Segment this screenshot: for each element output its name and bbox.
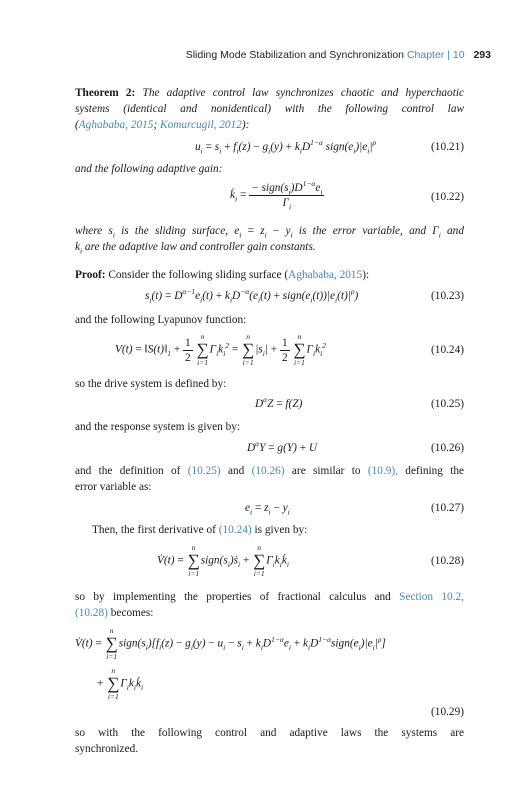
equation-ref-link[interactable]: (10.9),: [367, 465, 398, 477]
running-title: Sliding Mode Stabilization and Synchronization: [185, 49, 405, 61]
equation-ref-link[interactable]: (10.25): [187, 465, 221, 477]
equation-number: (10.21): [431, 141, 464, 153]
closing-paragraph: so with the following control and adaptive laws the systems are: [75, 727, 464, 739]
where-clause-1: where $s_i$ is the sliding surface, $e_i = z_i - y_i$ is the error variable, and $\Gamma_i$ and: [75, 225, 464, 240]
equation-ref-link[interactable]: (10.24): [218, 524, 252, 536]
equation-10-26: $D^\alpha Y = g(Y) + U$ (10.26): [247, 439, 464, 454]
equation-number: (10.27): [431, 502, 464, 514]
equation-10-29-number: [75, 706, 464, 722]
implementation-line-2: (10.28) becomes:: [75, 607, 154, 619]
equation-10-29: V̇(t) = n ∑ i=1 $sign(s_i)[f_i(z) - g_i(y) - u_i - s_i + k_iD^{1-\alpha}e_i$ + $k_iD^{1-\alpha}sign(e_i)|e_i|^\rho$] + n ∑ i=1 $\Gamma_ik_ik̇_i$: [75, 626, 386, 701]
equation-number: (10.26): [431, 442, 464, 454]
where-clause-2: $k_i$ are the adaptive law and controller gain constants.: [75, 241, 316, 256]
citation-link[interactable]: Aghababa, 2015: [78, 119, 154, 131]
proof-label: Proof:: [75, 269, 106, 281]
running-header: [0, 49, 491, 61]
equation-10-28: V̇(t) = n ∑ i=1 $sign(s_i)ṡ_i$ + n ∑ i=1 $\Gamma_ik_ik̇_i$ (10.28): [157, 543, 464, 578]
equation-number: (10.22): [431, 191, 464, 203]
section-link[interactable]: Section 10.2,: [399, 591, 464, 603]
definition-line-2: error variable as:: [75, 481, 152, 493]
theorem-line-2: systems (identical and nonidentical) with the following control law: [75, 103, 464, 115]
equation-10-27: $e_i = z_i - y_i$ (10.27): [245, 502, 464, 517]
derivative-intro: Then, the first derivative of (10.24) is given by:: [92, 524, 308, 536]
equation-10-23: $s_i(t) = D^{\alpha-1}e_i(t) + k_iD^{-\alpha}(e_i(t)$ + $sign(e_i(t))|e_i(t)|^\rho$) (10.23): [145, 287, 464, 305]
page-number: 293: [473, 49, 491, 61]
equation-10-25: $D^\alpha Z = f(Z)$ (10.25): [255, 395, 464, 410]
equation-10-24: $V(t) = ‖S(t)‖_1$ + $\frac{1}{2}$ n ∑ i=1 $\Gamma_ik_i^2$ = n ∑ i=1 $|s_i|$ + $\frac{1}{2}$ n ∑ i=1 $\Gamma_ik_i^2$ (10.24): [115, 332, 464, 367]
citation-link[interactable]: Komurcugil, 2012: [160, 119, 242, 131]
closing-line-2: synchronized.: [75, 743, 139, 755]
equation-number: (10.28): [431, 555, 464, 567]
chapter-label: Chapter | 10: [406, 49, 465, 61]
response-intro: and the response system is given by:: [75, 421, 241, 433]
drive-intro: so the drive system is defined by:: [75, 378, 227, 390]
theorem-label: Theorem 2:: [75, 87, 136, 99]
equation-10-22: $k̇_i$ = $\frac{- sign(s_i)D^{1-\alpha}e_i}{\Gamma_i}$ (10.22): [230, 179, 464, 212]
equation-ref-link[interactable]: (10.28): [75, 607, 108, 619]
proof-intro: Proof: Consider the following sliding surface (Aghababa, 2015):: [75, 269, 370, 281]
gain-intro: and the following adaptive gain:: [75, 163, 223, 175]
theorem-citations: (Aghababa, 2015; Komurcugil, 2012):: [75, 119, 250, 131]
equation-number: (10.29): [431, 706, 464, 718]
equation-ref-link[interactable]: (10.26): [251, 465, 285, 477]
lyapunov-intro: and the following Lyapunov function:: [75, 314, 247, 326]
equation-number: (10.24): [431, 344, 464, 356]
equation-number: (10.25): [431, 398, 464, 410]
citation-link[interactable]: Aghababa, 2015: [288, 269, 363, 281]
implementation-paragraph: so by implementing the properties of fractional calculus and Section 10.2,: [75, 591, 464, 603]
equation-number: (10.23): [431, 290, 464, 302]
equation-10-21: $u_i = s_i + f_i(z) - g_i(y) + k_iD^{1-\alpha}$ $sign(e_i)|e_i|^\rho$ (10.21): [195, 138, 464, 156]
theorem-statement: Theorem 2: The adaptive control law synchronizes chaotic and hyperchaotic: [75, 87, 464, 99]
definition-paragraph: and the definition of (10.25) and (10.26) are similar to (10.9), defining the: [75, 465, 465, 477]
